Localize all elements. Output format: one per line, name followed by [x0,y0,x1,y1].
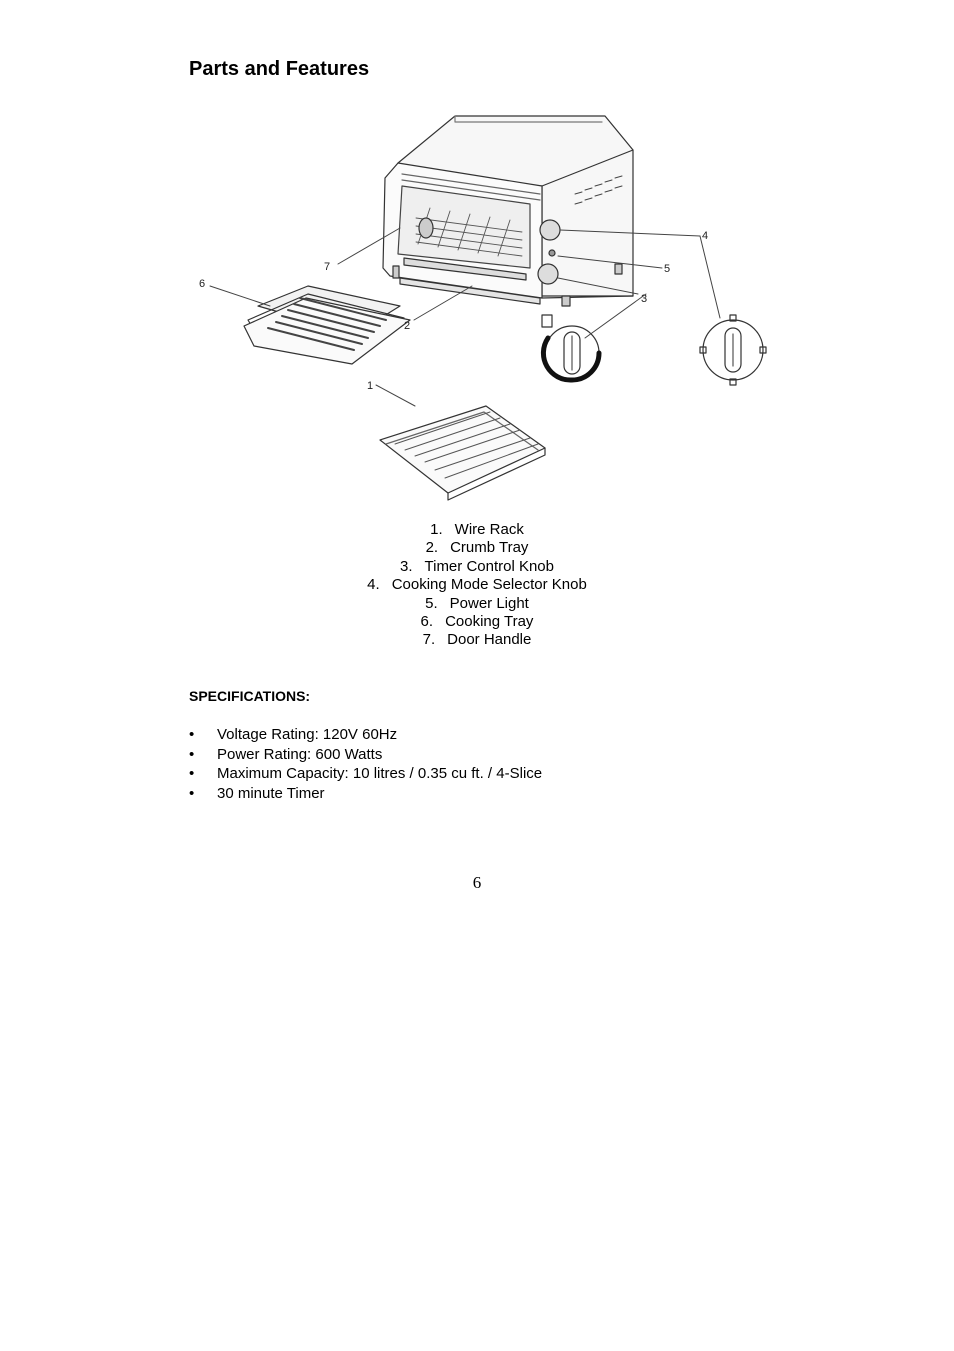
parts-list-item: 2. Crumb Tray [425,539,529,557]
toaster-oven-diagram [190,108,790,503]
parts-list [0,521,954,650]
mode-knob-shape [540,220,560,240]
callout-4: 4 [702,230,709,242]
mode-selector-dial [700,315,766,385]
oven-body [383,116,633,306]
parts-list-item: 4. Cooking Mode Selector Knob [367,576,587,594]
bullet-icon: • [189,726,195,743]
callout-5: 5 [664,263,671,275]
spec-item: • Maximum Capacity: 10 litres / 0.35 cu ft. / 4-Slice [189,765,543,782]
callout-6: 6 [199,278,206,290]
cooking-tray [244,286,410,364]
parts-list-item: 3. Timer Control Knob [399,557,554,575]
bullet-icon: • [189,784,195,802]
wire-rack [380,406,545,500]
power-light-shape [549,250,555,256]
spec-item: • Power Rating: 600 Watts [189,745,383,763]
callout-7: 7 [324,261,331,273]
page-number: 6 [472,873,482,892]
timer-knob-shape [538,264,558,284]
callout-1: 1 [367,380,374,392]
parts-list-item: 6. Cooking Tray [420,613,534,631]
spec-item: • 30 minute Timer [189,784,325,802]
specifications-list [189,725,542,803]
specifications-heading: SPECIFICATIONS: [189,688,311,704]
parts-list-item: 1. Wire Rack [430,521,524,538]
bullet-icon: • [189,745,195,763]
callout-3: 3 [641,293,648,305]
callout-2: 2 [404,320,411,332]
timer-dial [542,315,599,380]
page-title: Parts and Features [189,58,370,80]
bullet-icon: • [189,765,195,782]
spec-item: • Voltage Rating: 120V 60Hz [189,726,398,743]
parts-list-item: 7. Door Handle [422,631,532,649]
parts-list-item: 5. Power Light [425,594,529,612]
